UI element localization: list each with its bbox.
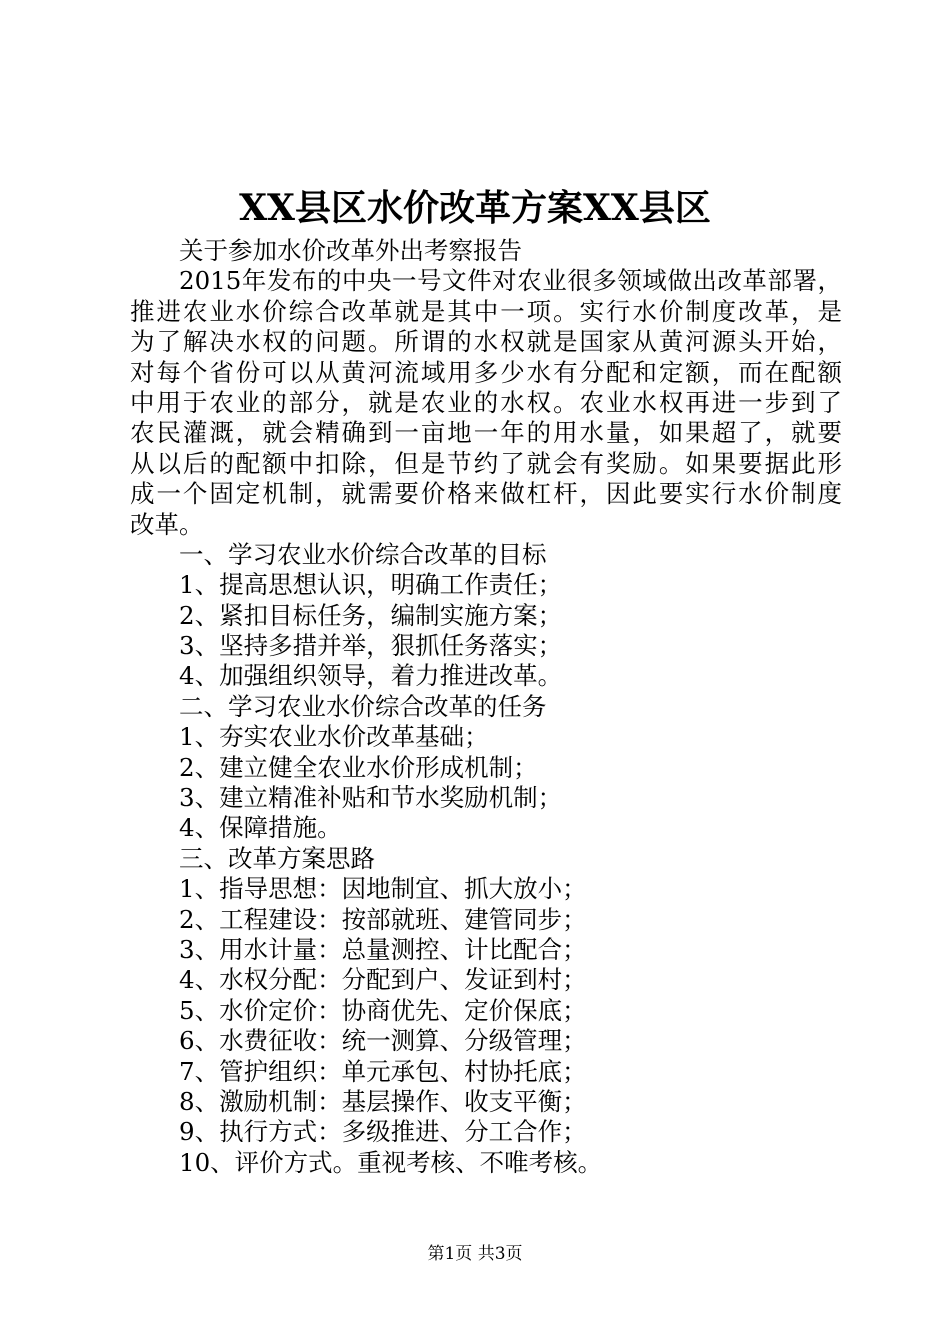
list-item: 4、水权分配：分配到户、发证到村； [179, 965, 587, 995]
list-item: 8、激励机制：基层操作、收支平衡； [179, 1086, 587, 1116]
report-subtitle: 关于参加水价改革外出考察报告 [179, 236, 522, 265]
paragraph-line: 成一个固定机制，就需要价格来做杠杆，因此要实行水价制度 [130, 479, 842, 509]
paragraph-line: 从以后的配额中扣除，但是节约了就会有奖励。如果要据此形 [130, 448, 842, 478]
list-item: 2、工程建设：按部就班、建管同步； [179, 904, 587, 934]
list-item: 4、加强组织领导，着力推进改革。 [179, 661, 563, 691]
list-item: 1、提高思想认识，明确工作责任； [179, 570, 563, 600]
paragraph-line: 改革。 [130, 509, 204, 539]
list-item: 3、建立精准补贴和节水奖励机制； [179, 783, 563, 813]
document-body [130, 236, 842, 1178]
paragraph-line: 农民灌溉，就会精确到一亩地一年的用水量，如果超了，就要 [130, 418, 842, 448]
page-number: 第1页 共3页 [427, 1244, 523, 1264]
paragraph-line: 对每个省份可以从黄河流域用多少水有分配和定额，而在配额 [130, 357, 842, 387]
list-item: 4、保障措施。 [179, 813, 342, 843]
list-item: 10、评价方式。重视考核、不唯考核。 [179, 1147, 603, 1177]
list-item: 9、执行方式：多级推进、分工合作； [179, 1117, 587, 1147]
list-item: 1、夯实农业水价改革基础； [179, 722, 489, 752]
list-item: 2、紧扣目标任务，编制实施方案； [179, 600, 563, 630]
paragraph-line: 中用于农业的部分，就是农业的水权。农业水权再进一步到了 [130, 387, 842, 417]
list-item: 2、建立健全农业水价形成机制； [179, 752, 538, 782]
list-item: 1、指导思想：因地制宜、抓大放小； [179, 874, 587, 904]
list-item: 7、管护组织：单元承包、村协托底； [179, 1056, 587, 1086]
list-item: 5、水价定价：协商优先、定价保底； [179, 995, 587, 1025]
section-heading: 三、改革方案思路 [179, 843, 375, 873]
paragraph-line: 为了解决水权的问题。所谓的水权就是国家从黄河源头开始， [130, 327, 842, 357]
list-item: 3、用水计量：总量测控、计比配合； [179, 934, 587, 964]
paragraph-line: 推进农业水价综合改革就是其中一项。实行水价制度改革，是 [130, 296, 842, 326]
paragraph-line: 2015年发布的中央一号文件对农业很多领域做出改革部署， [179, 266, 842, 296]
section-heading: 二、学习农业水价综合改革的任务 [179, 691, 547, 721]
list-item: 6、水费征收：统一测算、分级管理； [179, 1026, 587, 1056]
section-heading: 一、学习农业水价综合改革的目标 [179, 539, 547, 569]
list-item: 3、坚持多措并举，狠抓任务落实； [179, 631, 563, 661]
document-title: XX县区水价改革方案XX县区 [239, 187, 711, 229]
